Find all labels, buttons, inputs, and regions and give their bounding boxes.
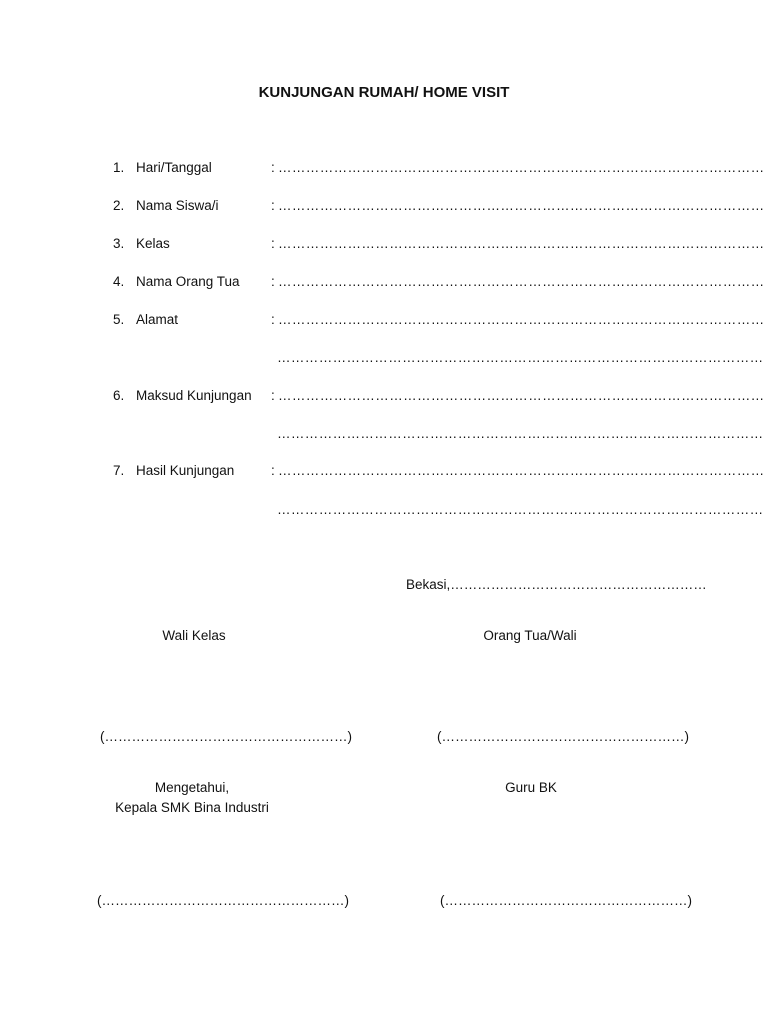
field-continuation-line: …………………………………………………………………………………………… [277,502,764,517]
signature-blank-kepala-sekolah: (………………………………………………) [97,893,349,908]
field-label: Hasil Kunjungan [136,463,235,478]
field-colon: : [271,198,275,213]
field-colon: : [271,160,275,175]
field-colon: : [271,463,275,478]
field-blank-line: …………………………………………………………………………………………… [278,463,765,478]
field-label: Nama Orang Tua [136,274,240,289]
signature-blank-orang-tua: (………………………………………………) [437,729,689,744]
field-continuation-line: …………………………………………………………………………………………… [277,426,764,441]
field-colon: : [271,312,275,327]
signature-title-wali-kelas: Wali Kelas [162,628,226,643]
document-title: KUNJUNGAN RUMAH/ HOME VISIT [258,84,510,101]
signature-title-guru-bk: Guru BK [505,780,557,795]
field-blank-line: …………………………………………………………………………………………… [278,312,765,327]
field-label: Maksud Kunjungan [136,388,252,403]
signature-blank-wali-kelas: (………………………………………………) [100,729,352,744]
field-label: Kelas [136,236,170,251]
field-number: 1. [113,160,125,175]
field-label: Nama Siswa/i [136,198,219,213]
field-number: 5. [113,312,125,327]
field-number: 3. [113,236,125,251]
field-number: 6. [113,388,125,403]
field-continuation-line: …………………………………………………………………………………………… [277,350,764,365]
field-number: 7. [113,463,125,478]
field-blank-line: …………………………………………………………………………………………… [278,198,765,213]
field-label: Alamat [136,312,179,327]
field-label: Hari/Tanggal [136,160,212,175]
signature-title-kepala-sekolah: Kepala SMK Bina Industri [115,800,269,815]
field-number: 2. [113,198,125,213]
field-colon: : [271,274,275,289]
signature-blank-guru-bk: (………………………………………………) [440,893,692,908]
field-colon: : [271,388,275,403]
place-date-line: Bekasi,………………………………………………… [406,577,707,592]
signature-title-mengetahui: Mengetahui, [154,780,230,795]
field-blank-line: …………………………………………………………………………………………… [278,236,765,251]
field-blank-line: …………………………………………………………………………………………… [278,160,765,175]
field-colon: : [271,236,275,251]
signature-title-orang-tua: Orang Tua/Wali [483,628,577,643]
field-number: 4. [113,274,125,289]
field-blank-line: …………………………………………………………………………………………… [278,388,765,403]
field-blank-line: …………………………………………………………………………………………… [278,274,765,289]
